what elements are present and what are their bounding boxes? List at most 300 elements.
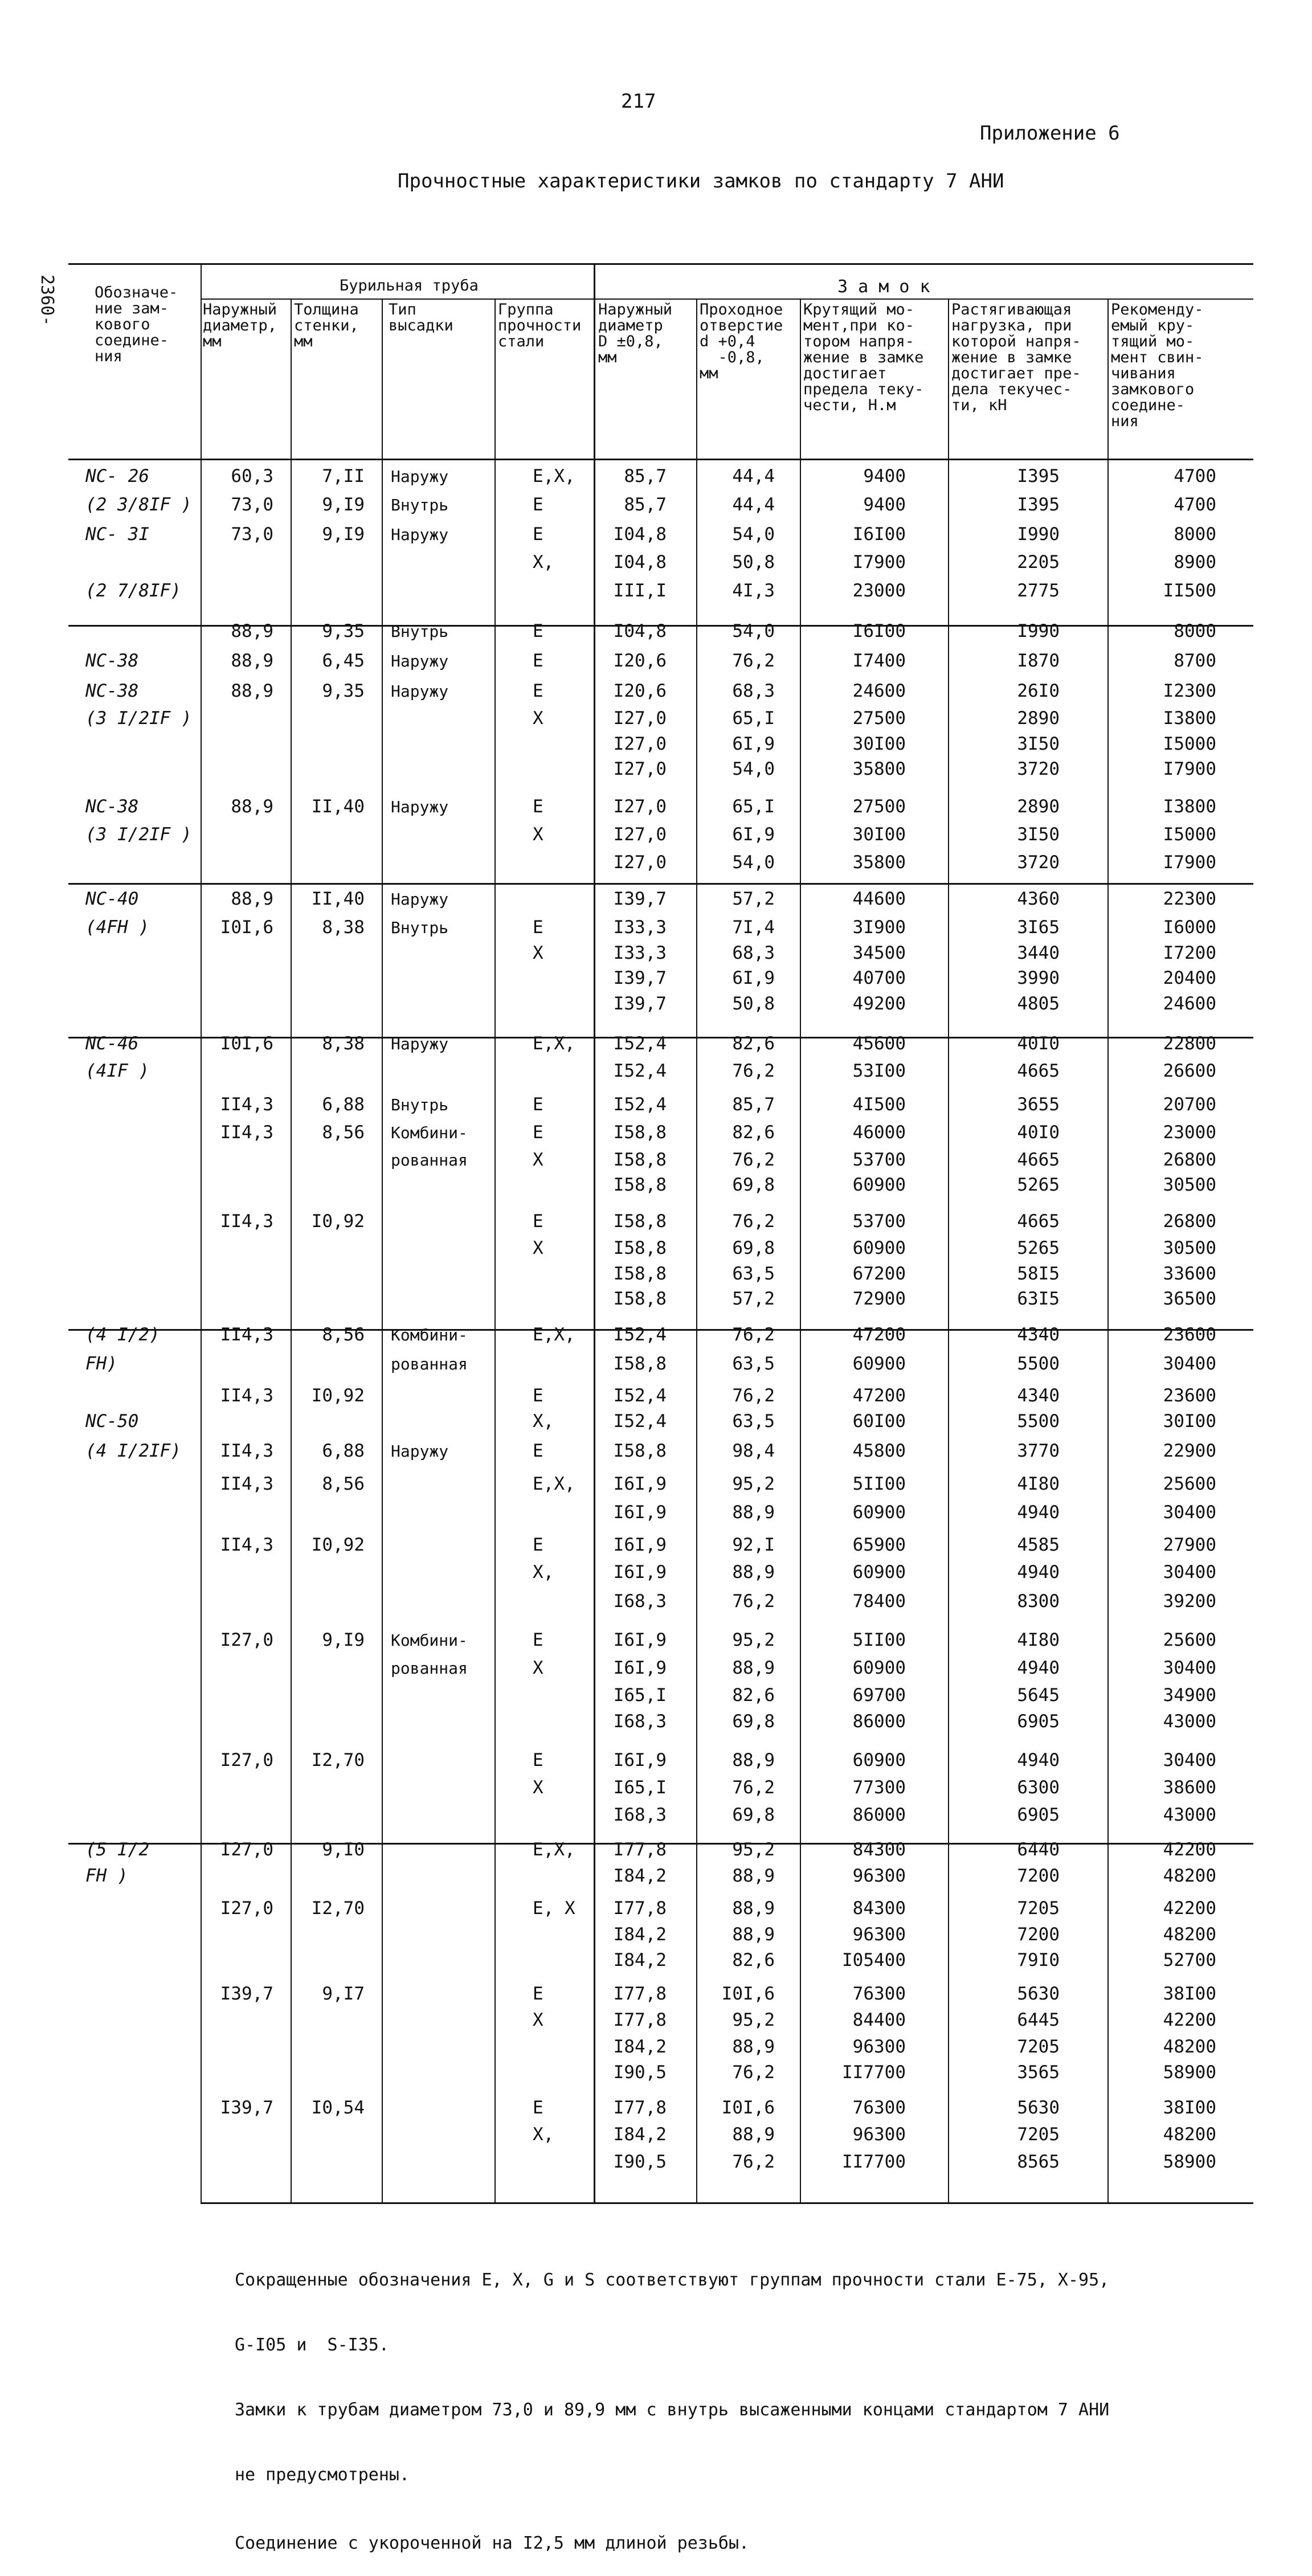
tensile-load-cell: 4805 <box>1017 993 1060 1014</box>
header-wall: Толщина стенки, мм <box>294 301 359 350</box>
yield-torque-cell: 53700 <box>852 1150 906 1170</box>
pipe-od-cell: 88,9 <box>231 796 273 817</box>
tensile-load-cell: 4940 <box>1017 1750 1060 1771</box>
wall-thickness-cell: 8,38 <box>322 917 365 938</box>
connection-cell: (4 I/2IF) <box>85 1441 181 1461</box>
joint-od-cell: I52,4 <box>613 1033 667 1054</box>
makeup-torque-cell: I7900 <box>1163 852 1216 873</box>
bore-cell: 57,2 <box>732 889 775 909</box>
makeup-torque-cell: 20700 <box>1163 1094 1216 1115</box>
connection-cell: FH ) <box>85 1866 128 1886</box>
upset-type-cell: Наружу <box>391 1442 449 1461</box>
steel-grade-cell: E <box>533 1094 543 1115</box>
steel-grade-cell: E <box>533 651 543 671</box>
yield-torque-cell: I6I00 <box>852 524 906 545</box>
bore-cell: 82,6 <box>732 1950 775 1970</box>
yield-torque-cell: 84300 <box>852 1839 906 1860</box>
joint-od-cell: I52,4 <box>613 1061 667 1081</box>
header-pipe-group: Бурильная труба <box>340 277 479 295</box>
yield-torque-cell: 60900 <box>852 1562 906 1583</box>
makeup-torque-cell: 25600 <box>1163 1630 1216 1650</box>
pipe-od-cell: 88,9 <box>231 651 273 671</box>
tensile-load-cell: 2775 <box>1017 580 1060 601</box>
col-rule-1 <box>201 263 202 2203</box>
upset-type-cell: рованная <box>391 1659 468 1678</box>
yield-torque-cell: 3I900 <box>852 917 906 938</box>
joint-od-cell: I04,8 <box>613 552 667 573</box>
wall-thickness-cell: 9,I9 <box>322 524 365 545</box>
makeup-torque-cell: 23600 <box>1163 1324 1216 1345</box>
yield-torque-cell: 46000 <box>852 1122 906 1143</box>
yield-torque-cell: 77300 <box>852 1777 906 1798</box>
connection-cell: NC-40 <box>85 889 139 909</box>
yield-torque-cell: 5II00 <box>852 1474 906 1494</box>
bore-cell: 76,2 <box>732 2152 775 2172</box>
wall-thickness-cell: 8,56 <box>322 1324 365 1345</box>
makeup-torque-cell: 30400 <box>1163 1658 1216 1678</box>
col-rule-8 <box>948 300 949 2203</box>
tensile-load-cell: I870 <box>1017 651 1060 671</box>
tensile-load-cell: 6300 <box>1017 1777 1060 1798</box>
joint-od-cell: III,I <box>613 580 667 601</box>
joint-od-cell: I39,7 <box>613 968 667 988</box>
yield-torque-cell: 60900 <box>852 1354 906 1374</box>
makeup-torque-cell: 8700 <box>1174 651 1216 671</box>
header-bottom-rule <box>68 459 1253 460</box>
bore-cell: 82,6 <box>732 1122 775 1143</box>
yield-torque-cell: 34500 <box>852 943 906 963</box>
note-line: Сокращенные обозначения E, X, G и S соответствуют группам прочности стали E-75, X-95, <box>235 2270 1110 2290</box>
steel-grade-cell: E <box>533 2097 543 2118</box>
wall-thickness-cell: 9,35 <box>322 621 365 641</box>
upset-type-cell: рованная <box>391 1355 468 1373</box>
tensile-load-cell: I990 <box>1017 524 1060 545</box>
tensile-load-cell: 7205 <box>1017 2037 1060 2057</box>
joint-od-cell: I27,0 <box>613 734 667 754</box>
bore-cell: 4I,3 <box>732 580 775 601</box>
bore-cell: 95,2 <box>732 1630 775 1650</box>
pipe-od-cell: I39,7 <box>220 2097 273 2118</box>
upset-type-cell: Наружу <box>391 652 449 670</box>
joint-od-cell: I68,3 <box>613 1591 667 1612</box>
tensile-load-cell: 5645 <box>1017 1685 1060 1706</box>
yield-torque-cell: 60900 <box>852 1502 906 1523</box>
bore-cell: 68,3 <box>732 681 775 701</box>
joint-od-cell: I58,8 <box>613 1122 667 1143</box>
yield-torque-cell: 45800 <box>852 1441 906 1461</box>
header-torque: Крутящий мо- мент,при ко- тором напря- жение в замке достигает предела теку- чести, Н.м <box>803 301 924 414</box>
header-joint-group: З а м о к <box>837 277 930 297</box>
connection-cell: (4FH ) <box>85 917 149 938</box>
steel-grade-cell: E <box>533 1984 543 2004</box>
tensile-load-cell: 7200 <box>1017 1924 1060 1945</box>
makeup-torque-cell: 26800 <box>1163 1150 1216 1170</box>
joint-od-cell: I27,0 <box>613 759 667 779</box>
tensile-load-cell: I395 <box>1017 494 1060 515</box>
bore-cell: 65,I <box>732 796 775 817</box>
yield-torque-cell: I05400 <box>842 1950 906 1970</box>
connection-cell: NC- 26 <box>85 466 149 486</box>
steel-grade-cell: E <box>533 494 543 515</box>
yield-torque-cell: II7700 <box>842 2152 906 2172</box>
pipe-od-cell: I0I,6 <box>220 917 273 938</box>
tensile-load-cell: 5265 <box>1017 1238 1060 1258</box>
pipe-od-cell: 73,0 <box>231 494 273 515</box>
connection-cell: (4IF ) <box>85 1061 149 1081</box>
makeup-torque-cell: 8000 <box>1174 621 1216 641</box>
makeup-torque-cell: 30400 <box>1163 1502 1216 1523</box>
pipe-od-cell: II4,3 <box>220 1211 273 1232</box>
tensile-load-cell: 4665 <box>1017 1061 1060 1081</box>
yield-torque-cell: 96300 <box>852 1866 906 1886</box>
connection-cell: (4 I/2) <box>85 1324 160 1345</box>
section-rule <box>68 883 1253 885</box>
makeup-torque-cell: 33600 <box>1163 1264 1216 1284</box>
bore-cell: 54,0 <box>732 524 775 545</box>
header-makeup: Рекоменду- емый кру- тящий мо- мент свин- чивания замкового соедине- ния <box>1111 301 1204 430</box>
makeup-torque-cell: 39200 <box>1163 1591 1216 1612</box>
connection-cell: (2 3/8IF ) <box>85 494 192 515</box>
yield-torque-cell: I6I00 <box>852 621 906 641</box>
yield-torque-cell: 35800 <box>852 852 906 873</box>
yield-torque-cell: 60900 <box>852 1175 906 1195</box>
appendix-label: Приложение 6 <box>980 122 1120 145</box>
joint-od-cell: I58,8 <box>613 1150 667 1170</box>
yield-torque-cell: 45600 <box>852 1033 906 1054</box>
pipe-od-cell: II4,3 <box>220 1385 273 1406</box>
makeup-torque-cell: 24600 <box>1163 993 1216 1014</box>
steel-grade-cell: E <box>533 1122 543 1143</box>
tensile-load-cell: 3720 <box>1017 852 1060 873</box>
steel-grade-cell: X <box>533 1150 543 1170</box>
bore-cell: 82,6 <box>732 1685 775 1706</box>
note-line: G-I05 и S-I35. <box>235 2335 389 2355</box>
bore-cell: 63,5 <box>732 1411 775 1432</box>
pipe-od-cell: I27,0 <box>220 1630 273 1650</box>
steel-grade-cell: X <box>533 708 543 729</box>
yield-torque-cell: 84300 <box>852 1898 906 1919</box>
col-rule-7 <box>800 300 801 2203</box>
connection-cell: NC- 3I <box>85 524 149 545</box>
makeup-torque-cell: 58900 <box>1163 2062 1216 2083</box>
makeup-torque-cell: I5000 <box>1163 824 1216 845</box>
makeup-torque-cell: 30500 <box>1163 1175 1216 1195</box>
steel-grade-cell: X, <box>533 1411 554 1432</box>
bore-cell: 85,7 <box>732 1094 775 1115</box>
col-rule-5 <box>594 263 595 2203</box>
tensile-load-cell: 3I65 <box>1017 917 1060 938</box>
tensile-load-cell: I395 <box>1017 466 1060 486</box>
makeup-torque-cell: 34900 <box>1163 1685 1216 1706</box>
yield-torque-cell: 84400 <box>852 2010 906 2030</box>
bore-cell: 69,8 <box>732 1238 775 1258</box>
makeup-torque-cell: 48200 <box>1163 2124 1216 2145</box>
joint-od-cell: I20,6 <box>613 681 667 701</box>
bore-cell: 50,8 <box>732 993 775 1014</box>
bore-cell: 82,6 <box>732 1033 775 1054</box>
bore-cell: 88,9 <box>732 1562 775 1583</box>
yield-torque-cell: 86000 <box>852 1711 906 1732</box>
wall-thickness-cell: II,40 <box>311 889 365 909</box>
yield-torque-cell: 78400 <box>852 1591 906 1612</box>
joint-od-cell: I20,6 <box>613 651 667 671</box>
pipe-od-cell: 88,9 <box>231 681 273 701</box>
tensile-load-cell: 8300 <box>1017 1591 1060 1612</box>
pipe-od-cell: 88,9 <box>231 621 273 641</box>
tensile-load-cell: 8565 <box>1017 2152 1060 2172</box>
bore-cell: 88,9 <box>732 1866 775 1886</box>
bore-cell: 95,2 <box>732 1839 775 1860</box>
makeup-torque-cell: 48200 <box>1163 1866 1216 1886</box>
bore-cell: 88,9 <box>732 1924 775 1945</box>
header-joint-od: Наружный диаметр D ±0,8, мм <box>598 301 673 366</box>
steel-grade-cell: E <box>533 1750 543 1771</box>
joint-od-cell: I58,8 <box>613 1211 667 1232</box>
joint-od-cell: I52,4 <box>613 1094 667 1115</box>
makeup-torque-cell: 43000 <box>1163 1805 1216 1825</box>
yield-torque-cell: 27500 <box>852 796 906 817</box>
wall-thickness-cell: 9,I7 <box>322 1984 365 2004</box>
joint-od-cell: I84,2 <box>613 2037 667 2057</box>
makeup-torque-cell: 30500 <box>1163 1238 1216 1258</box>
wall-thickness-cell: I0,92 <box>311 1211 365 1232</box>
upset-type-cell: Комбини- <box>391 1631 468 1650</box>
bore-cell: 76,2 <box>732 1777 775 1798</box>
joint-od-cell: 85,7 <box>624 494 667 515</box>
connection-cell: NC-38 <box>85 681 139 701</box>
tensile-load-cell: 4665 <box>1017 1150 1060 1170</box>
yield-torque-cell: 23000 <box>852 580 906 601</box>
steel-grade-cell: E <box>533 1211 543 1232</box>
makeup-torque-cell: 42200 <box>1163 1898 1216 1919</box>
bore-cell: 88,9 <box>732 1898 775 1919</box>
joint-od-cell: I6I,9 <box>613 1658 667 1678</box>
col-rule-4 <box>494 300 496 2203</box>
steel-grade-cell: E <box>533 796 543 817</box>
yield-torque-cell: II7700 <box>842 2062 906 2083</box>
bore-cell: 92,I <box>732 1535 775 1555</box>
yield-torque-cell: 96300 <box>852 2037 906 2057</box>
joint-od-cell: I84,2 <box>613 1950 667 1970</box>
upset-type-cell: Наружу <box>391 467 449 486</box>
yield-torque-cell: 76300 <box>852 2097 906 2118</box>
joint-od-cell: I68,3 <box>613 1711 667 1732</box>
upset-type-cell: Комбини- <box>391 1123 468 1142</box>
makeup-torque-cell: 4700 <box>1174 494 1216 515</box>
steel-grade-cell: E <box>533 681 543 701</box>
joint-od-cell: I84,2 <box>613 2124 667 2145</box>
yield-torque-cell: 30I00 <box>852 824 906 845</box>
makeup-torque-cell: II500 <box>1163 580 1216 601</box>
bore-cell: 76,2 <box>732 651 775 671</box>
makeup-torque-cell: 27900 <box>1163 1535 1216 1555</box>
wall-thickness-cell: 8,56 <box>322 1122 365 1143</box>
upset-type-cell: Наружу <box>391 890 449 909</box>
joint-od-cell: I90,5 <box>613 2152 667 2172</box>
joint-od-cell: I39,7 <box>613 889 667 909</box>
yield-torque-cell: 86000 <box>852 1805 906 1825</box>
joint-od-cell: I04,8 <box>613 621 667 641</box>
makeup-torque-cell: 22800 <box>1163 1033 1216 1054</box>
joint-od-cell: I58,8 <box>613 1354 667 1374</box>
bore-cell: 88,9 <box>732 1750 775 1771</box>
wall-thickness-cell: I2,70 <box>311 1898 365 1919</box>
tensile-load-cell: 6905 <box>1017 1805 1060 1825</box>
steel-grade-cell: E,X, <box>533 1839 575 1860</box>
yield-torque-cell: 49200 <box>852 993 906 1014</box>
upset-type-cell: Внутрь <box>391 496 449 514</box>
note-line: Соединение с укороченной на I2,5 мм длиной резьбы. <box>235 2533 750 2553</box>
tensile-load-cell: 2890 <box>1017 796 1060 817</box>
yield-torque-cell: 27500 <box>852 708 906 729</box>
wall-thickness-cell: 9,I0 <box>322 1839 365 1860</box>
bore-cell: 88,9 <box>732 1658 775 1678</box>
connection-cell: (5 I/2 <box>85 1839 149 1860</box>
tensile-load-cell: 4585 <box>1017 1535 1060 1555</box>
joint-od-cell: I77,8 <box>613 1984 667 2004</box>
makeup-torque-cell: 58900 <box>1163 2152 1216 2172</box>
bore-cell: 95,2 <box>732 2010 775 2030</box>
upset-type-cell: Наружу <box>391 682 449 701</box>
yield-torque-cell: 24600 <box>852 681 906 701</box>
header-bore: Проходное отверстие d +0,4 -0,8, мм <box>700 301 783 382</box>
joint-od-cell: I6I,9 <box>613 1474 667 1494</box>
tensile-load-cell: 3720 <box>1017 759 1060 779</box>
tensile-load-cell: 3440 <box>1017 943 1060 963</box>
wall-thickness-cell: 6,88 <box>322 1441 365 1461</box>
steel-grade-cell: X <box>533 1658 543 1678</box>
tensile-load-cell: 4I80 <box>1017 1474 1060 1494</box>
bore-cell: 76,2 <box>732 1324 775 1345</box>
wall-thickness-cell: 7,II <box>322 466 365 486</box>
makeup-torque-cell: 20400 <box>1163 968 1216 988</box>
pipe-od-cell: I0I,6 <box>220 1033 273 1054</box>
bore-cell: 57,2 <box>732 1289 775 1309</box>
yield-torque-cell: 72900 <box>852 1289 906 1309</box>
joint-od-cell: I58,8 <box>613 1175 667 1195</box>
tensile-load-cell: 3I50 <box>1017 824 1060 845</box>
tensile-load-cell: 63I5 <box>1017 1289 1060 1309</box>
joint-od-cell: I84,2 <box>613 1924 667 1945</box>
wall-thickness-cell: 6,88 <box>322 1094 365 1115</box>
col-rule-2 <box>291 300 292 2203</box>
steel-grade-cell: X <box>533 824 543 845</box>
tensile-load-cell: 79I0 <box>1017 1950 1060 1970</box>
makeup-torque-cell: I3800 <box>1163 708 1216 729</box>
steel-grade-cell: X, <box>533 1562 554 1583</box>
bore-cell: 63,5 <box>732 1354 775 1374</box>
makeup-torque-cell: 52700 <box>1163 1950 1216 1970</box>
note-line: Замки к трубам диаметром 73,0 и 89,9 мм с внутрь высаженными концами стандартом 7 АНИ <box>235 2400 1110 2420</box>
makeup-torque-cell: I7900 <box>1163 759 1216 779</box>
steel-grade-cell: E <box>533 1630 543 1650</box>
pipe-od-cell: I27,0 <box>220 1898 273 1919</box>
bore-cell: 69,8 <box>732 1175 775 1195</box>
pipe-od-cell: 88,9 <box>231 889 273 909</box>
joint-od-cell: I6I,9 <box>613 1630 667 1650</box>
joint-od-cell: I6I,9 <box>613 1750 667 1771</box>
col-rule-6 <box>696 300 697 2203</box>
makeup-torque-cell: 30I00 <box>1163 1411 1216 1432</box>
makeup-torque-cell: I2300 <box>1163 681 1216 701</box>
page-number: 217 <box>621 90 656 113</box>
tensile-load-cell: 7205 <box>1017 1898 1060 1919</box>
steel-grade-cell: E,X, <box>533 1474 575 1494</box>
connection-cell: NC-50 <box>85 1411 139 1432</box>
joint-group-rule <box>594 299 1253 300</box>
table-top-rule <box>68 263 1253 265</box>
steel-grade-cell: E <box>533 917 543 938</box>
makeup-torque-cell: 48200 <box>1163 2037 1216 2057</box>
joint-od-cell: I33,3 <box>613 943 667 963</box>
bore-cell: 76,2 <box>732 1211 775 1232</box>
joint-od-cell: I52,4 <box>613 1385 667 1406</box>
steel-grade-cell: E <box>533 621 543 641</box>
bore-cell: 6I,9 <box>732 824 775 845</box>
pipe-od-cell: II4,3 <box>220 1094 273 1115</box>
yield-torque-cell: 9400 <box>863 466 906 486</box>
bore-cell: 6I,9 <box>732 734 775 754</box>
tensile-load-cell: 2890 <box>1017 708 1060 729</box>
bore-cell: 65,I <box>732 708 775 729</box>
connection-cell: NC-38 <box>85 796 139 817</box>
makeup-torque-cell: 38I00 <box>1163 1984 1216 2004</box>
steel-grade-cell: E, X <box>533 1898 575 1919</box>
bore-cell: I0I,6 <box>721 2097 775 2118</box>
bore-cell: I0I,6 <box>721 1984 775 2004</box>
joint-od-cell: I77,8 <box>613 1898 667 1919</box>
connection-cell: NC-46 <box>85 1033 139 1054</box>
makeup-torque-cell: I3800 <box>1163 796 1216 817</box>
bore-cell: 44,4 <box>732 494 775 515</box>
connection-cell: (3 I/2IF ) <box>85 708 192 729</box>
joint-od-cell: I84,2 <box>613 1866 667 1886</box>
yield-torque-cell: I7400 <box>852 651 906 671</box>
pipe-od-cell: I27,0 <box>220 1750 273 1771</box>
upset-type-cell: рованная <box>391 1151 468 1170</box>
joint-od-cell: I58,8 <box>613 1289 667 1309</box>
bore-cell: 95,2 <box>732 1474 775 1494</box>
bore-cell: 88,9 <box>732 2037 775 2057</box>
joint-od-cell: 85,7 <box>624 466 667 486</box>
tensile-load-cell: 3I50 <box>1017 734 1060 754</box>
makeup-torque-cell: 25600 <box>1163 1474 1216 1494</box>
joint-od-cell: I65,I <box>613 1777 667 1798</box>
wall-thickness-cell: II,40 <box>311 796 365 817</box>
steel-grade-cell: E <box>533 1535 543 1555</box>
header-pipe-od: Наружный диаметр, мм <box>203 301 277 350</box>
pipe-group-rule <box>201 299 594 300</box>
tensile-load-cell: 7205 <box>1017 2124 1060 2145</box>
wall-thickness-cell: 9,35 <box>322 681 365 701</box>
steel-grade-cell: X <box>533 1777 543 1798</box>
bore-cell: 54,0 <box>732 852 775 873</box>
table-bottom-rule <box>201 2202 1253 2204</box>
pipe-od-cell: II4,3 <box>220 1535 273 1555</box>
makeup-torque-cell: 48200 <box>1163 1924 1216 1945</box>
steel-grade-cell: X <box>533 1238 543 1258</box>
connection-cell: NC-38 <box>85 651 139 671</box>
yield-torque-cell: 60900 <box>852 1238 906 1258</box>
upset-type-cell: Внутрь <box>391 622 449 641</box>
joint-od-cell: I27,0 <box>613 852 667 873</box>
header-connection: Обозначе- ние зам- кового соедине- ния <box>95 284 178 365</box>
tensile-load-cell: 2205 <box>1017 552 1060 573</box>
joint-od-cell: I90,5 <box>613 2062 667 2083</box>
bore-cell: 63,5 <box>732 1264 775 1284</box>
bore-cell: 76,2 <box>732 1150 775 1170</box>
bore-cell: 88,9 <box>732 1502 775 1523</box>
